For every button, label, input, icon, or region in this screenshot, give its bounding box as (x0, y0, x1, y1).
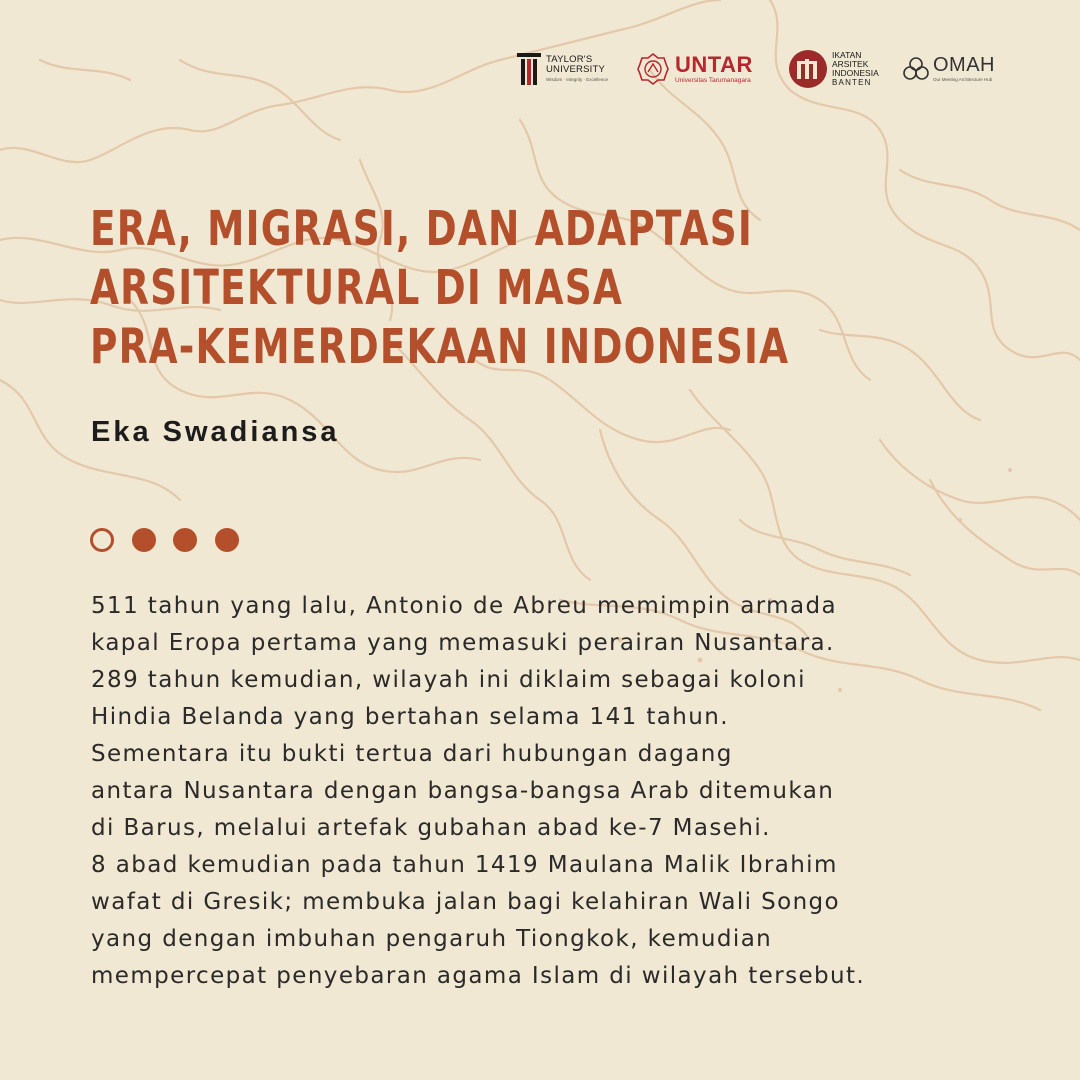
omah-subtitle: Our Meeting Architecture Hub (933, 77, 993, 83)
taylors-university-logo (516, 44, 626, 94)
pagination-dot[interactable] (132, 528, 156, 552)
body-line: yang dengan imbuhan pengaruh Tiongkok, kemudian (91, 926, 773, 952)
title-line: ERA, MIGRASI, DAN ADAPTASI (90, 201, 754, 257)
taylors-name-line2: UNIVERSITY (546, 63, 606, 75)
taylors-tagline: Wisdom · Integrity · Excellence (546, 77, 609, 83)
pagination-dot[interactable] (215, 528, 239, 552)
body-line: kapal Eropa pertama yang memasuki perairan Nusantara. (91, 630, 835, 656)
pagination-dot-current[interactable] (90, 528, 114, 552)
taylors-crest-icon (516, 52, 542, 86)
iai-emblem-icon (788, 49, 828, 89)
body-line: antara Nusantara dengan bangsa-bangsa Arab ditemukan (91, 778, 835, 804)
author-name: Eka Swadiansa (91, 416, 340, 448)
pagination-dot[interactable] (173, 528, 197, 552)
body-line: 8 abad kemudian pada tahun 1419 Maulana Malik Ibrahim (91, 852, 838, 878)
body-line: Hindia Belanda yang bertahan selama 141 tahun. (91, 704, 729, 730)
body-line: wafat di Gresik; membuka jalan bagi kelahiran Wali Songo (91, 889, 841, 915)
iai-line1: IKATAN (832, 49, 862, 60)
partner-logos (516, 44, 1016, 94)
untar-logo (636, 44, 784, 94)
iai-banten-logo (788, 44, 898, 94)
body-paragraph (91, 588, 1051, 995)
untar-subtitle: Universitas Tarumanagara (675, 76, 751, 84)
omah-name: OMAH (933, 54, 995, 77)
body-line: di Barus, melalui artefak gubahan abad ke-7 Masehi. (91, 815, 771, 841)
body-line: mempercepat penyebaran agama Islam di wilayah tersebut. (91, 963, 866, 989)
omah-knot-icon (902, 56, 930, 82)
body-line: 289 tahun kemudian, wilayah ini diklaim sebagai koloni (91, 667, 806, 693)
taylors-name-line1: TAYLOR'S (546, 54, 593, 66)
body-line: Sementara itu bukti tertua dari hubungan dagang (91, 741, 733, 767)
iai-line2: ARSITEK (832, 58, 869, 69)
title-line: PRA-KEMERDEKAAN INDONESIA (90, 319, 790, 375)
iai-line3: INDONESIA (832, 67, 879, 78)
body-line: 511 tahun yang lalu, Antonio de Abreu memimpin armada (91, 593, 837, 619)
title-line: ARSITEKTURAL DI MASA (90, 260, 624, 316)
page-title (90, 200, 1050, 377)
untar-emblem-icon (636, 52, 670, 86)
pagination-dots (90, 528, 256, 552)
omah-logo (902, 44, 1012, 94)
iai-line4: BANTEN (832, 77, 872, 87)
untar-name: UNTAR (675, 51, 753, 77)
